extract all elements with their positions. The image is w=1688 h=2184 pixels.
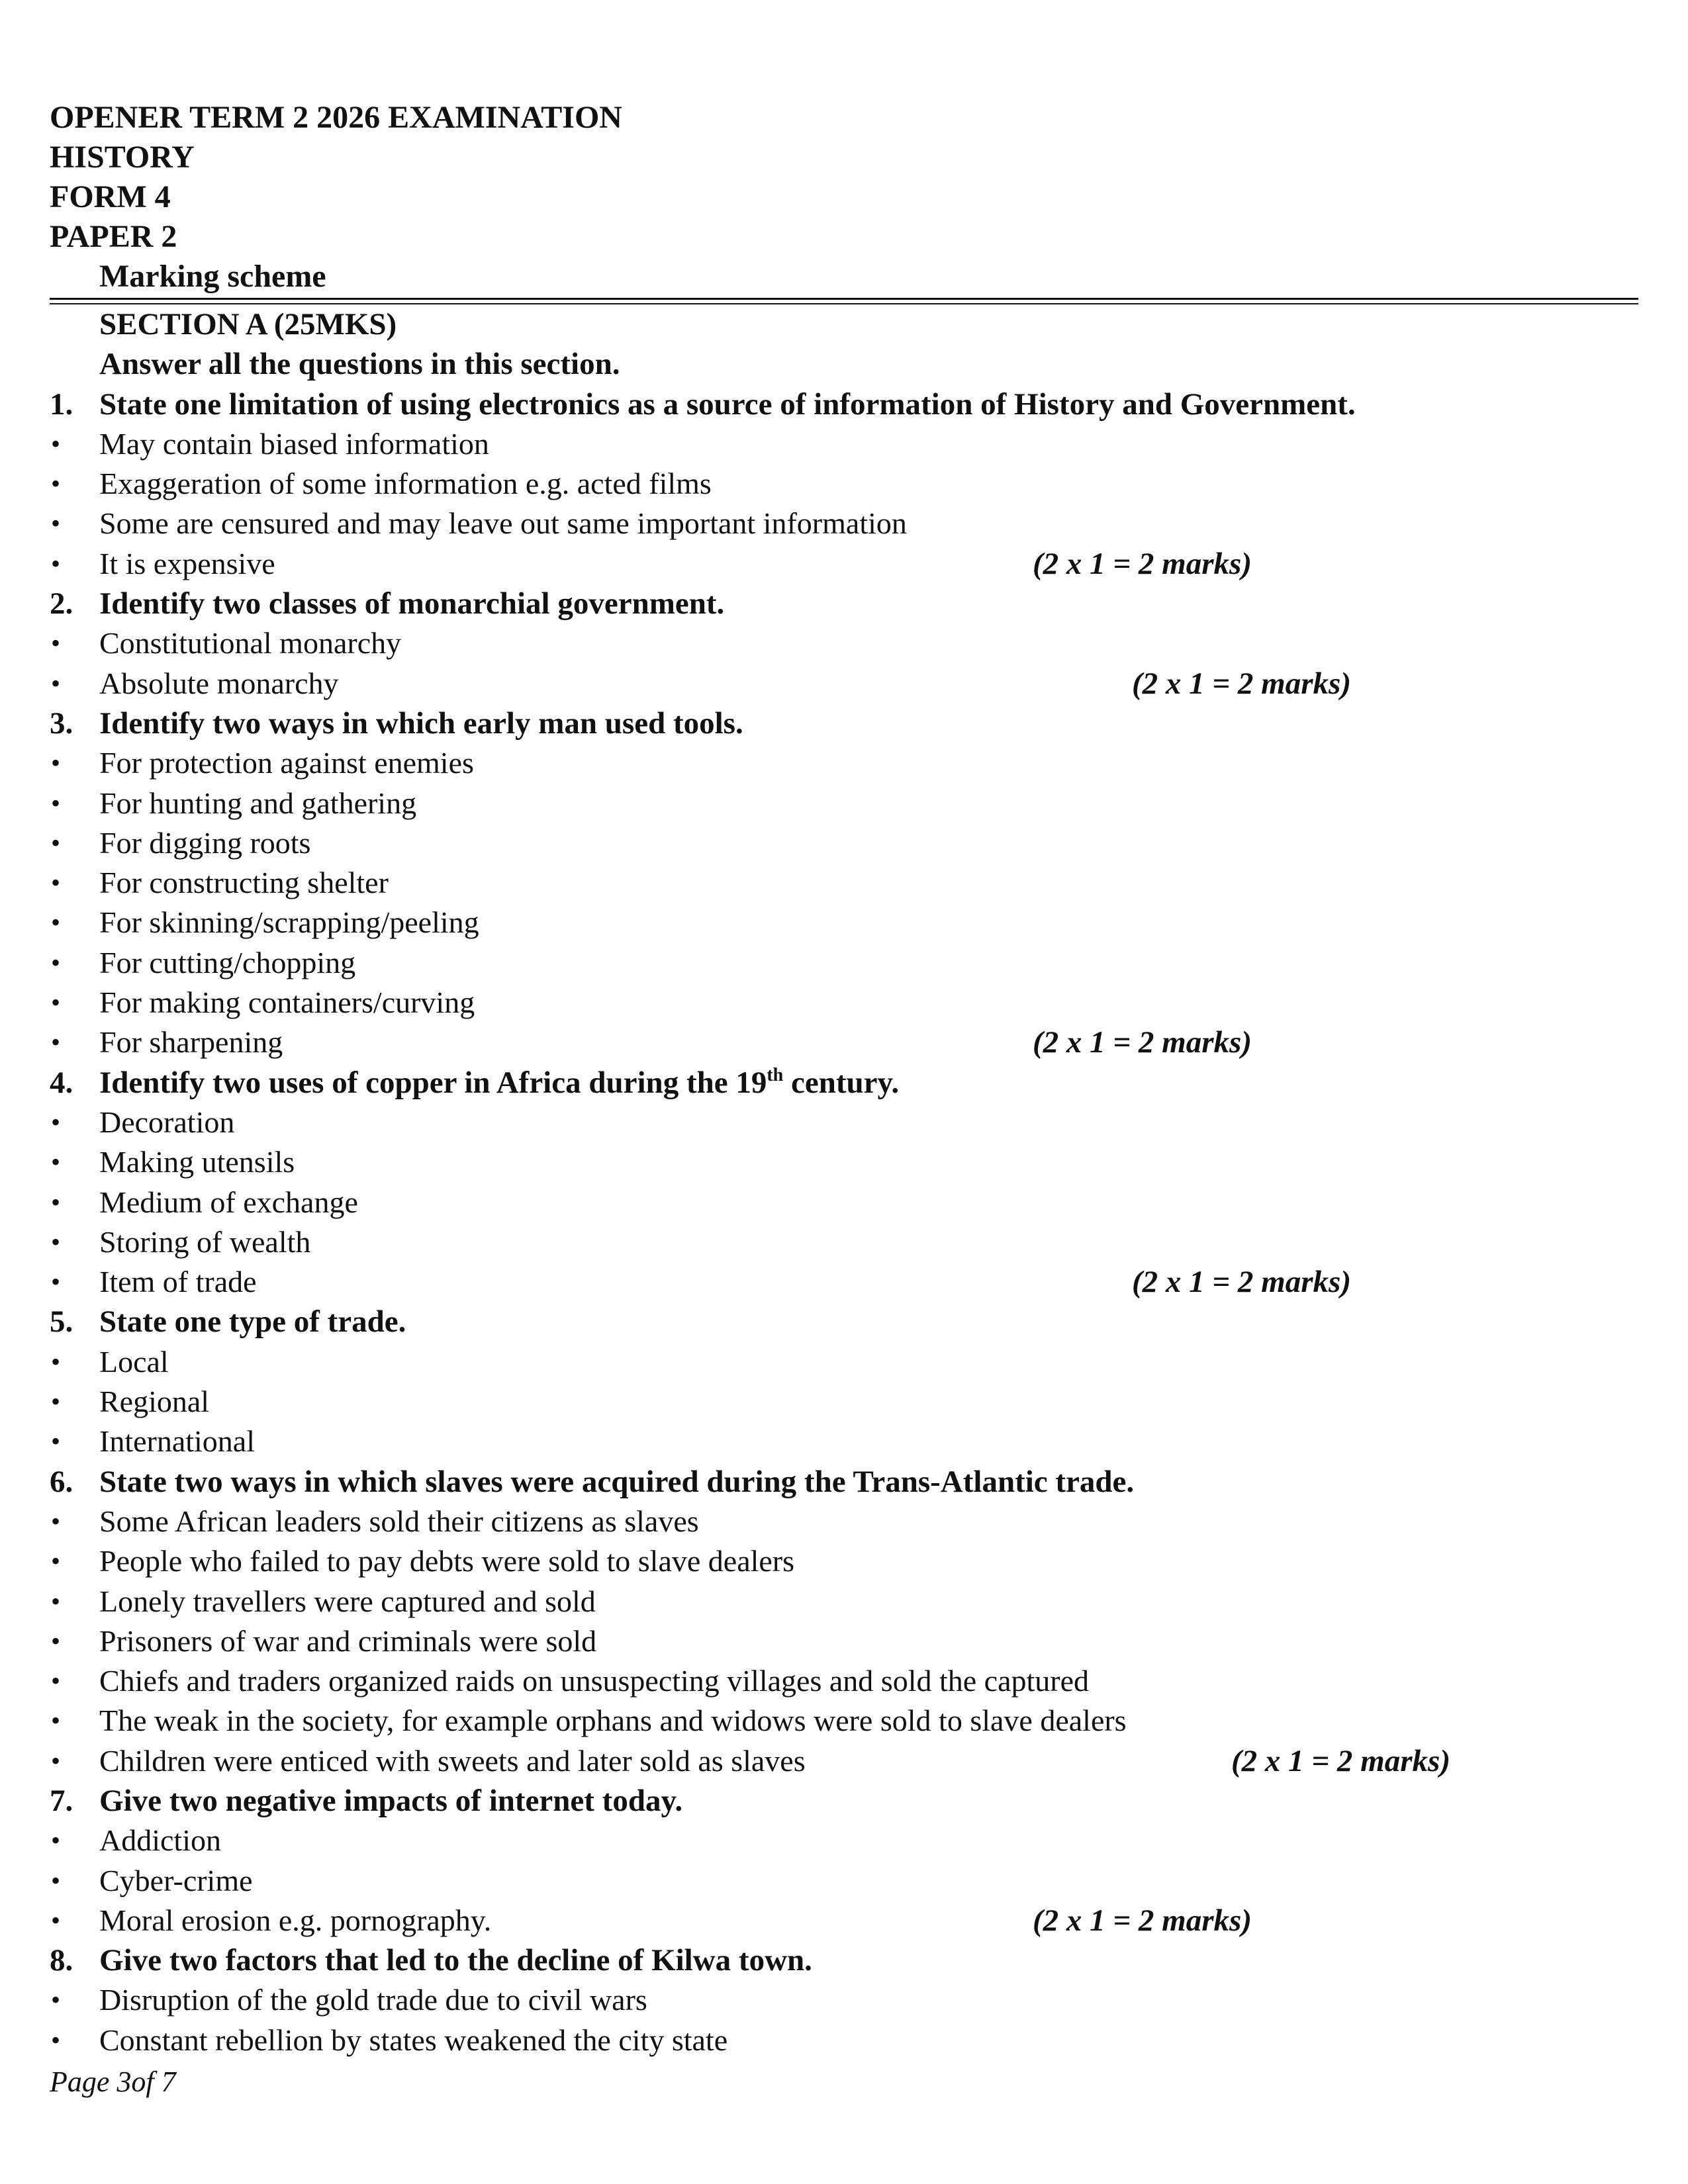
bullet-icon: •	[51, 947, 61, 978]
bullet-icon: •	[51, 788, 61, 818]
header-divider-thick	[50, 298, 1638, 300]
question-5	[50, 1302, 1638, 1342]
section-instruction-row	[50, 344, 1638, 384]
bullet-icon: •	[51, 628, 61, 659]
question-text: Give two negative impacts of internet today.	[99, 1783, 683, 1818]
question-number: 1.	[50, 387, 73, 422]
bullet-icon: •	[51, 1107, 61, 1137]
answer-item	[50, 943, 1638, 983]
form-level: FORM 4	[50, 179, 171, 214]
question-text: State two ways in which slaves were acquired during the Trans-Atlantic trade.	[99, 1464, 1135, 1499]
answer-text: For protection against enemies	[99, 746, 474, 780]
question-8	[50, 1940, 1638, 1980]
answer-text: Moral erosion e.g. pornography.	[99, 1903, 492, 1937]
answer-text: Cyber-crime	[99, 1863, 253, 1897]
answer-item	[50, 903, 1638, 942]
question-text: State one type of trade.	[99, 1304, 406, 1340]
marks-allocation: (2 x 1 = 2 marks)	[1132, 666, 1351, 701]
answer-item	[50, 623, 1638, 663]
question-text-end: century.	[783, 1065, 900, 1100]
question-text-main: Identify two uses of copper in Africa during the 19	[99, 1065, 767, 1100]
answer-text: International	[99, 1424, 256, 1459]
bullet-icon: •	[51, 508, 61, 539]
question-text: Identify two classes of monarchial government.	[99, 586, 725, 621]
bullet-icon: •	[51, 1426, 61, 1457]
section-title-row	[50, 304, 1638, 344]
bullet-icon: •	[51, 987, 61, 1018]
bullet-icon: •	[51, 1147, 61, 1177]
answer-item	[50, 2021, 1638, 2060]
answer-item	[50, 1023, 1638, 1062]
answer-text: Storing of wealth	[99, 1224, 311, 1259]
question-2	[50, 584, 1638, 623]
bullet-icon: •	[51, 1666, 61, 1696]
bullet-icon: •	[51, 469, 61, 499]
answer-item	[50, 1342, 1638, 1382]
answer-text: Absolute monarchy	[99, 666, 339, 700]
question-4	[50, 1063, 1638, 1103]
question-number: 2.	[50, 586, 73, 621]
answer-text: Disruption of the gold trade due to civil wars	[99, 1983, 647, 2017]
answer-text: Making utensils	[99, 1145, 295, 1179]
answer-item	[50, 784, 1638, 823]
bullet-icon: •	[51, 907, 61, 938]
question-number: 7.	[50, 1783, 73, 1818]
bullet-icon: •	[51, 1027, 61, 1058]
bullet-icon: •	[51, 1546, 61, 1576]
answer-item	[50, 1541, 1638, 1581]
answer-text: Addiction	[99, 1823, 221, 1858]
answer-item	[50, 504, 1638, 543]
answer-text: Some are censured and may leave out same important information	[99, 506, 907, 541]
bullet-icon: •	[51, 1706, 61, 1736]
question-number: 8.	[50, 1943, 73, 1978]
exam-title: OPENER TERM 2 2026 EXAMINATION	[50, 100, 622, 135]
subject: HISTORY	[50, 140, 195, 175]
answer-item	[50, 1821, 1638, 1860]
answer-item	[50, 1701, 1638, 1741]
answer-text: Decoration	[99, 1105, 235, 1139]
answer-text: For digging roots	[99, 825, 311, 860]
bullet-icon: •	[51, 548, 61, 578]
bullet-icon: •	[51, 1226, 61, 1257]
bullet-icon: •	[51, 868, 61, 898]
answer-text: Prisoners of war and criminals were sold	[99, 1623, 597, 1658]
document-type: Marking scheme	[99, 259, 326, 294]
bullet-icon: •	[51, 1506, 61, 1536]
answer-item	[50, 1661, 1638, 1701]
answer-item	[50, 544, 1638, 584]
answer-text: Item of trade	[99, 1265, 257, 1299]
answer-text: For constructing shelter	[99, 866, 389, 900]
answer-text: Lonely travellers were captured and sold	[99, 1584, 596, 1618]
answer-item	[50, 464, 1638, 504]
bullet-icon: •	[51, 1346, 61, 1377]
answer-item	[50, 1980, 1638, 2020]
ordinal-suffix: th	[767, 1064, 784, 1085]
bullet-icon: •	[51, 1187, 61, 1217]
bullet-icon: •	[51, 748, 61, 778]
marks-allocation: (2 x 1 = 2 marks)	[1033, 1025, 1252, 1060]
answer-item	[50, 1103, 1638, 1142]
answer-text: For hunting and gathering	[99, 786, 417, 820]
answer-item	[50, 1142, 1638, 1182]
answer-text: Constant rebellion by states weakened the city state	[99, 2023, 728, 2057]
answer-item	[50, 1621, 1638, 1661]
marking-scheme-body	[50, 304, 1638, 2060]
bullet-icon: •	[51, 1625, 61, 1656]
answer-text: The weak in the society, for example orphans and widows were sold to slave dealers	[99, 1704, 1127, 1738]
answer-text: Chiefs and traders organized raids on unsuspecting villages and sold the captured	[99, 1664, 1090, 1698]
question-6	[50, 1462, 1638, 1502]
answer-text: For cutting/chopping	[99, 945, 356, 979]
bullet-icon: •	[51, 668, 61, 698]
answer-item	[50, 1582, 1638, 1621]
answer-item	[50, 743, 1638, 783]
answer-item	[50, 1183, 1638, 1222]
question-text: State one limitation of using electronics as a source of information of History and Government.	[99, 387, 1356, 422]
answer-text: Exaggeration of some information e.g. acted films	[99, 467, 712, 501]
bullet-icon: •	[51, 1745, 61, 1776]
question-number: 3.	[50, 705, 73, 741]
answer-item	[50, 1382, 1638, 1422]
answer-item	[50, 1861, 1638, 1901]
answer-item	[50, 1502, 1638, 1541]
marks-allocation: (2 x 1 = 2 marks)	[1033, 1903, 1252, 1938]
bullet-icon: •	[51, 428, 61, 459]
answer-text: For making containers/curving	[99, 985, 475, 1020]
page-number: Page 3of 7	[50, 2066, 176, 2098]
answer-item	[50, 1901, 1638, 1940]
bullet-icon: •	[51, 1985, 61, 2015]
question-number: 4.	[50, 1065, 73, 1100]
answer-text: For sharpening	[99, 1025, 283, 1060]
answer-text: Medium of exchange	[99, 1185, 358, 1219]
bullet-icon: •	[51, 827, 61, 858]
answer-item	[50, 664, 1638, 704]
question-1	[50, 385, 1638, 424]
bullet-icon: •	[51, 1267, 61, 1297]
answer-text: Some African leaders sold their citizens as slaves	[99, 1504, 699, 1538]
answer-text: People who failed to pay debts were sold to slave dealers	[99, 1544, 795, 1578]
question-text: Identify two ways in which early man used tools.	[99, 705, 743, 741]
answer-item	[50, 1222, 1638, 1262]
answer-item	[50, 983, 1638, 1023]
answer-text: Constitutional monarchy	[99, 626, 402, 660]
answer-text: It is expensive	[99, 546, 275, 580]
marks-allocation: (2 x 1 = 2 marks)	[1132, 1265, 1351, 1300]
question-number: 5.	[50, 1304, 73, 1340]
exam-header	[50, 98, 622, 296]
section-instruction: Answer all the questions in this section.	[99, 347, 620, 382]
answer-text: For skinning/scrapping/peeling	[99, 905, 479, 940]
answer-text: Local	[99, 1344, 169, 1379]
question-7	[50, 1781, 1638, 1821]
question-number: 6.	[50, 1464, 73, 1499]
bullet-icon: •	[51, 2025, 61, 2055]
paper-number: PAPER 2	[50, 219, 177, 254]
bullet-icon: •	[51, 1586, 61, 1616]
answer-text: Regional	[99, 1385, 210, 1419]
answer-item	[50, 863, 1638, 903]
answer-item	[50, 823, 1638, 863]
bullet-icon: •	[51, 1865, 61, 1895]
answer-text: Children were enticed with sweets and later sold as slaves	[99, 1743, 806, 1778]
answer-text: May contain biased information	[99, 426, 489, 461]
answer-item	[50, 1262, 1638, 1302]
answer-item	[50, 1741, 1638, 1781]
question-text	[99, 1063, 899, 1103]
answer-item	[50, 424, 1638, 464]
marks-allocation: (2 x 1 = 2 marks)	[1231, 1743, 1450, 1778]
question-3	[50, 704, 1638, 743]
bullet-icon: •	[51, 1825, 61, 1856]
section-title: SECTION A (25MKS)	[99, 307, 397, 341]
question-text: Give two factors that led to the decline of Kilwa town.	[99, 1943, 812, 1978]
bullet-icon: •	[51, 1387, 61, 1417]
marks-allocation: (2 x 1 = 2 marks)	[1033, 546, 1252, 581]
answer-item	[50, 1422, 1638, 1461]
bullet-icon: •	[51, 1905, 61, 1935]
